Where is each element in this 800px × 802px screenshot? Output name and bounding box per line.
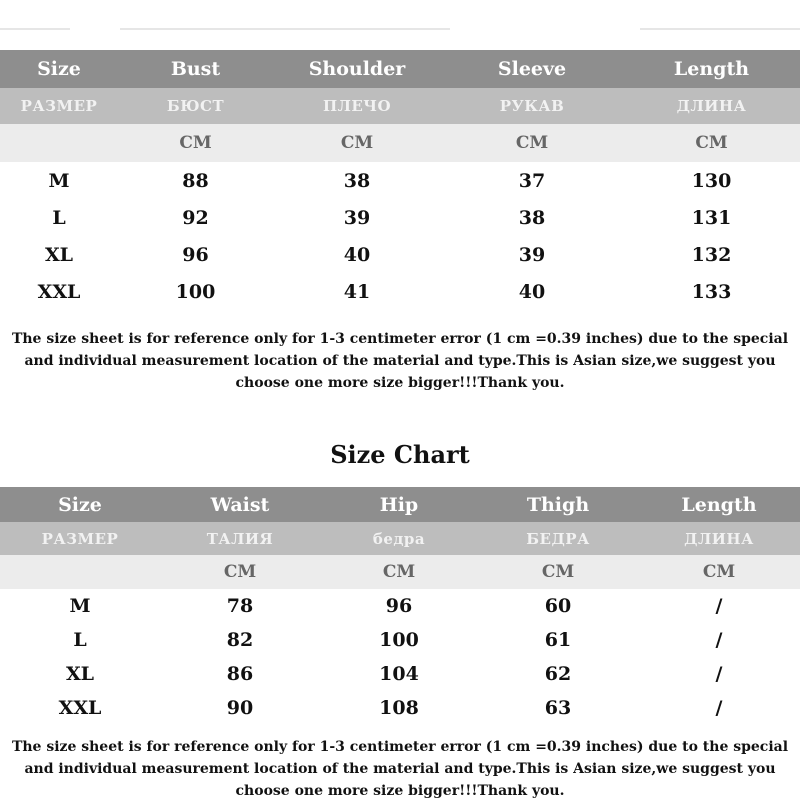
header-ru-thigh: БЕДРА — [526, 529, 590, 548]
size-disclaimer-note: The size sheet is for reference only for 1-3 centimeter error (1 cm =0.39 inches) due to the special and individual measurement location of the material and type.This is Asian size,we suggest you choose one more size bigger!!!Thank you. — [11, 739, 789, 799]
size-cell: XL — [44, 243, 74, 266]
header-ru-size: РАЗМЕР — [20, 97, 98, 115]
table-row — [0, 199, 800, 236]
value-cell: 92 — [182, 206, 209, 229]
table-row — [0, 691, 800, 725]
top-divider — [640, 28, 800, 30]
header-ru-length: ДЛИНА — [684, 529, 754, 548]
value-cell: 133 — [691, 280, 732, 303]
value-cell: / — [715, 663, 723, 685]
header-hip: Hip — [379, 493, 419, 516]
header-size: Size — [58, 493, 102, 516]
header-ru-shoulder: ПЛЕЧО — [322, 97, 392, 115]
header-waist: Waist — [210, 493, 270, 516]
size-cell: L — [52, 206, 66, 229]
size-table-top — [0, 50, 800, 310]
value-cell: 82 — [226, 629, 254, 651]
unit-cell: CM — [340, 133, 374, 153]
value-cell: 63 — [544, 697, 572, 719]
unit-cell: CM — [179, 133, 212, 153]
size-chart-title: Size Chart — [330, 440, 470, 469]
top-divider — [120, 28, 450, 30]
header-size: Size — [37, 58, 81, 80]
size-cell: M — [48, 169, 70, 192]
size-table-bottom — [0, 487, 800, 725]
header-length: Length — [681, 493, 757, 516]
value-cell: 61 — [544, 629, 572, 651]
header-bust: Bust — [170, 58, 221, 80]
value-cell: 38 — [518, 206, 546, 229]
value-cell: 96 — [182, 243, 209, 266]
header-ru-waist: ТАЛИЯ — [206, 529, 274, 548]
size-cell: M — [69, 595, 91, 617]
value-cell: 86 — [226, 663, 254, 685]
value-cell: 108 — [379, 697, 419, 719]
header-ru-size: РАЗМЕР — [41, 529, 119, 548]
value-cell: 88 — [182, 169, 209, 192]
unit-cell: CM — [695, 133, 728, 153]
value-cell: 100 — [379, 629, 419, 651]
russian-header-row — [0, 522, 800, 555]
unit-row — [0, 124, 800, 162]
header-ru-hip: бедра — [372, 529, 426, 548]
size-cell: XL — [65, 663, 95, 685]
top-divider — [0, 28, 70, 30]
unit-cell: CM — [223, 562, 257, 582]
size-cell: XXL — [58, 697, 102, 719]
value-cell: 60 — [544, 595, 572, 617]
header-sleeve: Sleeve — [497, 58, 567, 80]
unit-row — [0, 555, 800, 589]
header-length: Length — [673, 58, 750, 80]
value-cell: 96 — [385, 595, 413, 617]
value-cell: 131 — [691, 206, 732, 229]
header-ru-length: ДЛИНА — [676, 97, 747, 115]
value-cell: / — [715, 697, 723, 719]
header-row — [0, 487, 800, 522]
value-cell: 40 — [518, 280, 546, 303]
value-cell: 37 — [518, 169, 546, 192]
value-cell: 40 — [343, 243, 371, 266]
size-cell: L — [73, 629, 87, 651]
unit-cell: CM — [541, 562, 575, 582]
value-cell: 39 — [518, 243, 546, 266]
value-cell: 90 — [226, 697, 254, 719]
table-row — [0, 623, 800, 657]
unit-cell: CM — [382, 562, 416, 582]
unit-cell: CM — [515, 133, 549, 153]
value-cell: 100 — [175, 280, 216, 303]
value-cell: 62 — [544, 663, 572, 685]
table-row — [0, 273, 800, 310]
header-row — [0, 50, 800, 88]
value-cell: / — [715, 595, 723, 617]
value-cell: 130 — [691, 169, 732, 192]
value-cell: / — [715, 629, 723, 651]
value-cell: 41 — [343, 280, 371, 303]
russian-header-row — [0, 88, 800, 124]
header-thigh: Thigh — [526, 493, 590, 516]
header-ru-bust: БЮСТ — [166, 97, 225, 115]
table-row — [0, 236, 800, 273]
size-disclaimer-note: The size sheet is for reference only for 1-3 centimeter error (1 cm =0.39 inches) due to the special and individual measurement location of the material and type.This is Asian size,we suggest you choose one more size bigger!!!Thank you. — [11, 331, 789, 391]
size-cell: XXL — [37, 280, 81, 303]
table-row — [0, 657, 800, 691]
table-row — [0, 162, 800, 199]
value-cell: 104 — [379, 663, 419, 685]
table-row — [0, 589, 800, 623]
value-cell: 39 — [343, 206, 371, 229]
unit-cell: CM — [702, 562, 736, 582]
value-cell: 132 — [691, 243, 732, 266]
header-shoulder: Shoulder — [308, 58, 406, 80]
value-cell: 78 — [226, 595, 254, 617]
header-ru-sleeve: РУКАВ — [499, 97, 565, 115]
value-cell: 38 — [343, 169, 371, 192]
